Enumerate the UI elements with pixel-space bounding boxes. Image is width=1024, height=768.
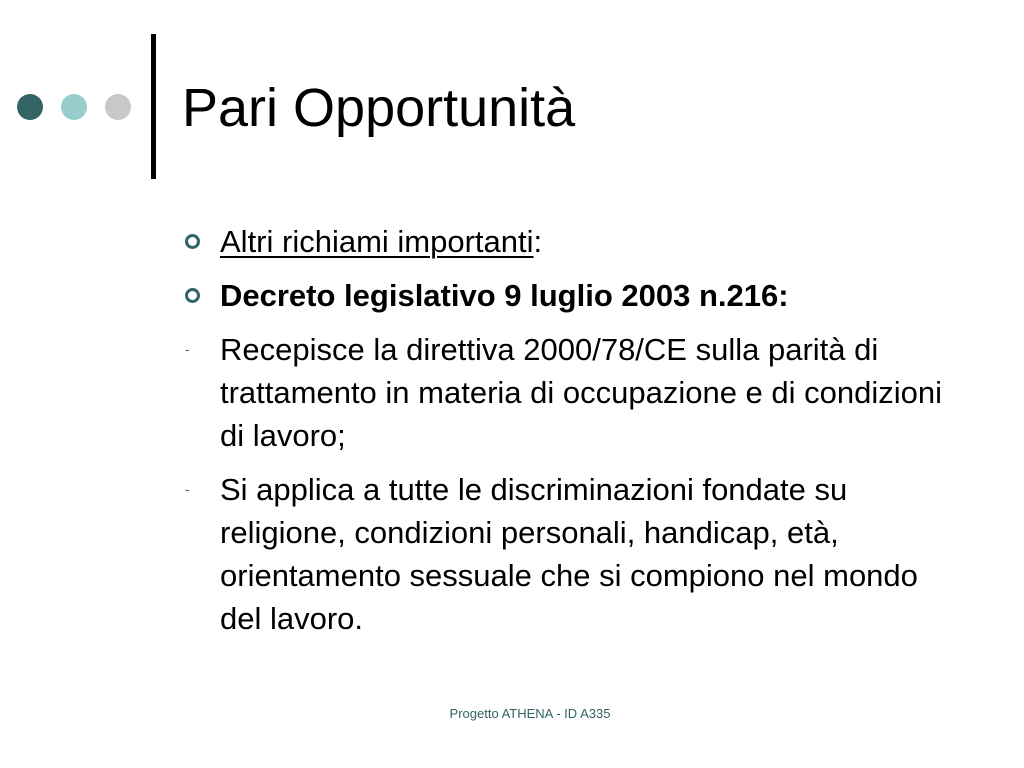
decorative-dot-icon [105, 94, 131, 120]
bullet-ring-icon [185, 234, 200, 249]
decorative-dot-icon [61, 94, 87, 120]
slide-footer: Progetto ATHENA - ID A335 [449, 706, 611, 721]
list-item [183, 468, 963, 640]
decorative-dot-icon [17, 94, 43, 120]
dash-bullet-icon: - [185, 341, 190, 357]
bullet-ring-icon [185, 288, 200, 303]
slide-body [183, 220, 963, 651]
list-item-text: Recepisce la direttiva 2000/78/CE sulla parità di trattamento in materia di occupazione e di condizioni di lavoro; [220, 332, 943, 453]
list-item-suffix: : [533, 224, 543, 259]
list-item-text: Altri richiami importanti [220, 224, 534, 259]
list-item-text: Decreto legislativo 9 luglio 2003 n.216: [220, 278, 789, 313]
list-item-text: Si applica a tutte le discriminazioni fondate su religione, condizioni personali, handicap, età, orientamento sessuale che si compiono nel mondo del lavoro. [220, 472, 918, 636]
dash-bullet-icon: - [185, 481, 190, 497]
list-item [183, 274, 963, 317]
decorative-dots [17, 94, 133, 122]
title-divider [151, 34, 156, 179]
list-item [183, 220, 963, 263]
list-item [183, 328, 963, 457]
slide-title: Pari Opportunità [182, 78, 576, 138]
